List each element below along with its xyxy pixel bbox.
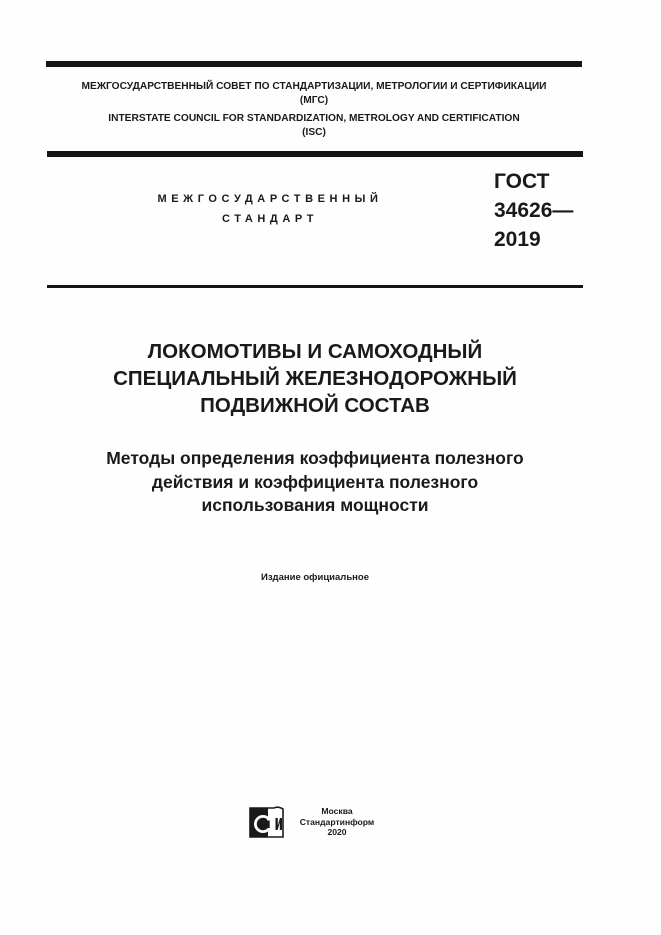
subtitle-line: использования мощности [201, 495, 429, 515]
council-name-english [46, 112, 582, 140]
edition-note: Издание официальное [261, 572, 369, 583]
publisher-city: Москва [321, 806, 353, 816]
standard-type-line1: МЕЖГОСУДАРСТВЕННЫЙ [157, 193, 383, 205]
publisher-info [290, 806, 384, 838]
subtitle-line: действия и коэффициента полезного [151, 471, 479, 492]
middle-divider-rule [47, 151, 583, 157]
document-subtitle [40, 447, 590, 518]
publisher-name: Стандартинформ [299, 816, 375, 827]
standard-type-line2: СТАНДАРТ [221, 213, 319, 225]
designation-year: 2019 [494, 228, 541, 251]
designation-prefix: ГОСТ [494, 170, 550, 193]
designation-number: 34626— [494, 199, 574, 222]
council-name-en-text: INTERSTATE COUNCIL FOR STANDARDIZATION, METROLOGY AND CERTIFICATION [108, 113, 520, 124]
council-name-ru-text: МЕЖГОСУДАРСТВЕННЫЙ СОВЕТ ПО СТАНДАРТИЗАЦИИ, МЕТРОЛОГИИ И СЕРТИФИКАЦИИ [81, 81, 547, 92]
subtitle-line: Методы определения коэффициента полезного [106, 448, 524, 468]
standard-type-label [130, 189, 410, 229]
title-line: ПОДВИЖНОЙ СОСТАВ [200, 394, 430, 417]
title-line: СПЕЦИАЛЬНЫЙ ЖЕЛЕЗНОДОРОЖНЫЙ [113, 367, 517, 390]
lower-divider-rule [47, 285, 583, 288]
publication-year: 2020 [327, 827, 347, 838]
document-title [40, 338, 590, 419]
standard-designation [494, 167, 573, 254]
council-abbr-en: (ISC) [302, 127, 326, 138]
title-line: ЛОКОМОТИВЫ И САМОХОДНЫЙ [147, 340, 483, 363]
council-name-russian [46, 80, 582, 108]
council-abbr-ru: (МГС) [299, 95, 329, 106]
standartinform-logo-icon [248, 805, 286, 839]
top-divider-rule [46, 61, 582, 67]
